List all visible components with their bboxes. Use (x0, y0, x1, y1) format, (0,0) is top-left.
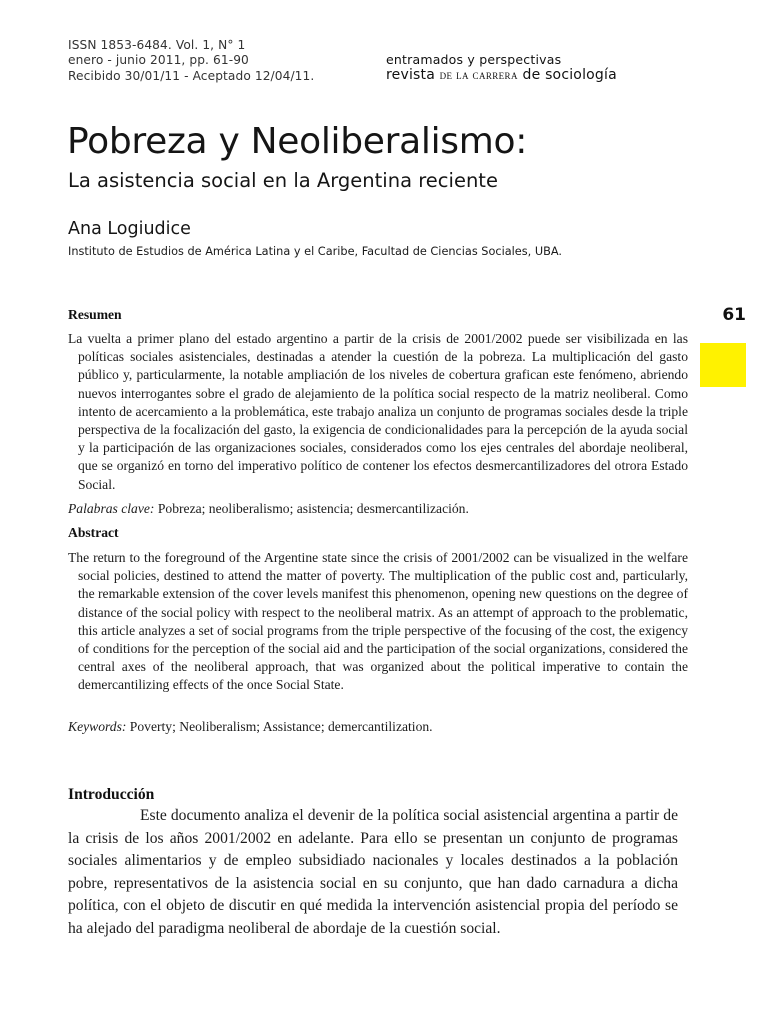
journal-subtitle-revista: revista (386, 67, 435, 83)
journal-name: entramados y perspectivas (386, 52, 562, 67)
keywords-label-en: Keywords: (68, 719, 127, 734)
introduccion-heading: Introducción (68, 786, 155, 803)
resumen-keywords (68, 500, 678, 518)
article-title: Pobreza y Neoliberalismo: (67, 121, 528, 162)
journal-subtitle-end: de sociología (522, 67, 617, 83)
journal-masthead (386, 53, 617, 83)
date-line: enero - junio 2011, pp. 61-90 (68, 53, 249, 68)
author-affiliation: Instituto de Estudios de América Latina y el Caribe, Facultad de Ciencias Sociales, UBA. (68, 245, 562, 258)
page-number: 61 (722, 305, 746, 325)
abstract-keywords (68, 718, 678, 736)
article-subtitle: La asistencia social en la Argentina reciente (68, 169, 498, 192)
keywords-label-es: Palabras clave: (68, 501, 155, 516)
keywords-en: Poverty; Neoliberalism; Assistance; demercantilization. (126, 719, 433, 734)
resumen-text: La vuelta a primer plano del estado argentino a partir de la crisis de 2001/2002 puede ser visibilizada en las políticas sociales asistenciales, destinadas a atender la cuestión de la pobreza. La multiplicación del gasto público y, particularmente, la notable ampliación de los niveles de cobertura grafican este fenómeno, abriendo nuevos interrogantes sobre el grado de alejamiento de la política social respecto de la matriz neoliberal. Como intento de acercamiento a la problemática, este trabajo analiza un conjunto de programas sociales desde la triple perspectiva de la focalización del gasto, la exigencia de condicionalidades para la percepción de la ayuda social y la participación de las organizaciones sociales, considerados como los ejes centrales del abordaje neoliberal, que se organizó en torno del imperativo político de contener los efectos desmercantilizadores del otrora Estado Social. (68, 331, 688, 492)
keywords-es: Pobreza; neoliberalismo; asistencia; desmercantilización. (154, 501, 469, 516)
introduccion-text: Este documento analiza el devenir de la política social asistencial argentina a partir de la crisis de los años 2001/2002 en adelante. Para ello se presentan un conjunto de programas sociales alimentarios y de empleo subsidiado nacionales y locales destinados a la población pobre, representativos de la asistencia social en su conjunto, que han dado carnadura a dicha política, con el objeto de discutir en qué medida la intervención asistencial propia del período se ha alejado del paradigma neoliberal de abordaje de la cuestión social. (68, 807, 678, 937)
abstract-text: The return to the foreground of the Argentine state since the crisis of 2001/2002 can be visualized in the welfare social policies, destined to attend the matter of poverty. The multiplication of the public cost and, particularly, the remarkable extension of the cover levels manifest this phenomenon, opening new questions on the degree of distance of the social policy with respect to the neoliberal matrix. As an attempt of approach to the problematic, this article analyzes a set of social programs from the triple perspective of the focusing of the cost, the exigency of conditions for the perception of the social aid and the participation of the social organizations, considered the central axes of the neoliberal approach, that was organized about the political imperative to contain the demercantilizing effects of the once Social State. (68, 550, 688, 693)
issn-line: ISSN 1853-6484. Vol. 1, N° 1 (68, 38, 246, 52)
section-color-tab (700, 343, 746, 387)
resumen-heading: Resumen (68, 307, 122, 322)
received-line: Recibido 30/01/11 - Aceptado 12/04/11. (68, 68, 315, 83)
abstract-heading: Abstract (68, 525, 119, 540)
author-name: Ana Logiudice (68, 219, 191, 239)
journal-subtitle-mid: de la carrera (439, 67, 518, 82)
journal-subtitle (386, 67, 617, 83)
publication-meta (68, 38, 314, 84)
